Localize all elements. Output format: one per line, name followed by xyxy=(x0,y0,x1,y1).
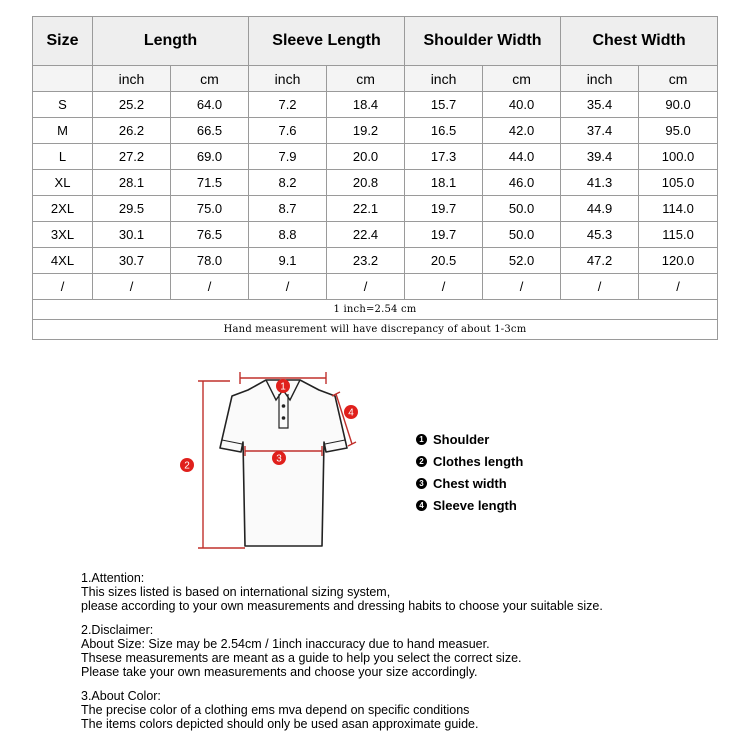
measurement-cell: 44.9 xyxy=(561,196,639,222)
table-row xyxy=(33,92,718,118)
measurement-cell: / xyxy=(249,274,327,300)
measurement-cell: 71.5 xyxy=(171,170,249,196)
measurement-cell: 22.1 xyxy=(327,196,405,222)
measurement-cell: 44.0 xyxy=(483,144,561,170)
measurement-cell: 8.7 xyxy=(249,196,327,222)
marker-3 xyxy=(272,451,286,465)
measurement-cell: 20.8 xyxy=(327,170,405,196)
unit-cell: cm xyxy=(171,66,249,92)
table-row xyxy=(33,170,718,196)
unit-cell: cm xyxy=(483,66,561,92)
size-label-cell: M xyxy=(33,118,93,144)
unit-cell: inch xyxy=(249,66,327,92)
svg-text:2: 2 xyxy=(184,460,190,472)
measurement-cell: / xyxy=(93,274,171,300)
measurement-cell: 28.1 xyxy=(93,170,171,196)
measurement-cell: 7.2 xyxy=(249,92,327,118)
size-chart-table xyxy=(32,16,718,340)
header-chest-width: Chest Width xyxy=(561,17,718,66)
measurement-cell: 8.8 xyxy=(249,222,327,248)
size-label-cell: XL xyxy=(33,170,93,196)
measurement-cell: 18.1 xyxy=(405,170,483,196)
legend-item-sleeve-length xyxy=(416,494,523,516)
header-length: Length xyxy=(93,17,249,66)
unit-blank xyxy=(33,66,93,92)
discrepancy-note: Hand measurement will have discrepancy of about 1-3cm xyxy=(33,320,718,340)
table-row xyxy=(33,274,718,300)
conversion-note: 1 inch=2.54 cm xyxy=(33,300,718,320)
section-line: Please take your own measurements and choose your size accordingly. xyxy=(81,665,478,679)
legend-item-shoulder xyxy=(416,428,523,450)
measurement-cell: 69.0 xyxy=(171,144,249,170)
unit-cell: inch xyxy=(405,66,483,92)
section-title: 2.Disclaimer: xyxy=(81,623,154,637)
header-size: Size xyxy=(33,17,93,66)
measurement-cell: 35.4 xyxy=(561,92,639,118)
disclaimer-section xyxy=(81,623,721,679)
size-label-cell: S xyxy=(33,92,93,118)
svg-text:1: 1 xyxy=(280,381,286,393)
section-line: please according to your own measurements and dressing habits to choose your suitable size. xyxy=(81,599,603,613)
measurement-cell: 7.6 xyxy=(249,118,327,144)
measurement-cell: 75.0 xyxy=(171,196,249,222)
legend-label: Clothes length xyxy=(433,453,524,469)
legend-number: 2 xyxy=(416,456,427,467)
table-row xyxy=(33,144,718,170)
measurement-legend xyxy=(416,428,523,516)
measurement-cell: 95.0 xyxy=(639,118,718,144)
measurement-cell: 40.0 xyxy=(483,92,561,118)
measurement-cell: / xyxy=(405,274,483,300)
section-title: 1.Attention: xyxy=(81,571,145,585)
measurement-cell: 19.7 xyxy=(405,196,483,222)
measurement-cell: / xyxy=(171,274,249,300)
measurement-cell: 114.0 xyxy=(639,196,718,222)
marker-2 xyxy=(180,458,194,472)
size-label-cell: L xyxy=(33,144,93,170)
polo-shirt-diagram xyxy=(170,368,370,558)
measurement-cell: / xyxy=(561,274,639,300)
table-row xyxy=(33,196,718,222)
header-shoulder-width: Shoulder Width xyxy=(405,17,561,66)
unit-cell: inch xyxy=(93,66,171,92)
measurement-cell: 50.0 xyxy=(483,196,561,222)
size-label-cell: / xyxy=(33,274,93,300)
measurement-cell: / xyxy=(327,274,405,300)
measurement-cell: 20.5 xyxy=(405,248,483,274)
table-row xyxy=(33,118,718,144)
svg-text:4: 4 xyxy=(348,407,354,419)
attention-section xyxy=(81,571,721,613)
measurement-cell: 29.5 xyxy=(93,196,171,222)
measurement-cell: 16.5 xyxy=(405,118,483,144)
unit-cell: inch xyxy=(561,66,639,92)
measurement-cell: / xyxy=(639,274,718,300)
measurement-cell: 64.0 xyxy=(171,92,249,118)
measurement-cell: 120.0 xyxy=(639,248,718,274)
legend-label: Sleeve length xyxy=(433,497,517,513)
measurement-cell: 76.5 xyxy=(171,222,249,248)
measurement-cell: 9.1 xyxy=(249,248,327,274)
measurement-cell: 15.7 xyxy=(405,92,483,118)
measurement-cell: 22.4 xyxy=(327,222,405,248)
measurement-cell: 30.1 xyxy=(93,222,171,248)
measurement-cell: 42.0 xyxy=(483,118,561,144)
size-label-cell: 3XL xyxy=(33,222,93,248)
legend-number: 1 xyxy=(416,434,427,445)
measurement-cell: 7.9 xyxy=(249,144,327,170)
unit-row xyxy=(33,66,718,92)
measurement-cell: 100.0 xyxy=(639,144,718,170)
size-notes xyxy=(81,571,721,741)
measurement-cell: 23.2 xyxy=(327,248,405,274)
section-line: The precise color of a clothing ems mva depend on specific conditions xyxy=(81,703,470,717)
measurement-cell: 78.0 xyxy=(171,248,249,274)
header-sleeve-length: Sleeve Length xyxy=(249,17,405,66)
measurement-cell: 27.2 xyxy=(93,144,171,170)
header-row xyxy=(33,17,718,66)
measurement-cell: 115.0 xyxy=(639,222,718,248)
measurement-cell: 18.4 xyxy=(327,92,405,118)
measurement-cell: 37.4 xyxy=(561,118,639,144)
measurement-cell: 30.7 xyxy=(93,248,171,274)
measurement-cell: 26.2 xyxy=(93,118,171,144)
size-label-cell: 2XL xyxy=(33,196,93,222)
legend-number: 3 xyxy=(416,478,427,489)
size-rows xyxy=(33,92,718,300)
measurement-cell: 45.3 xyxy=(561,222,639,248)
measurement-cell: 20.0 xyxy=(327,144,405,170)
legend-item-clothes-length xyxy=(416,450,523,472)
table-row xyxy=(33,222,718,248)
measurement-cell: / xyxy=(483,274,561,300)
measurement-cell: 8.2 xyxy=(249,170,327,196)
unit-cell: cm xyxy=(639,66,718,92)
section-line: About Size: Size may be 2.54cm / 1inch inaccuracy due to hand measuer. xyxy=(81,637,490,651)
measurement-cell: 19.7 xyxy=(405,222,483,248)
unit-cell: cm xyxy=(327,66,405,92)
conversion-row xyxy=(33,300,718,320)
marker-4 xyxy=(344,405,358,419)
measurement-cell: 47.2 xyxy=(561,248,639,274)
discrepancy-row xyxy=(33,320,718,340)
legend-number: 4 xyxy=(416,500,427,511)
size-label-cell: 4XL xyxy=(33,248,93,274)
section-title: 3.About Color: xyxy=(81,689,161,703)
measurement-cell: 50.0 xyxy=(483,222,561,248)
color-section xyxy=(81,689,721,731)
measurement-cell: 52.0 xyxy=(483,248,561,274)
measurement-cell: 41.3 xyxy=(561,170,639,196)
section-line: This sizes listed is based on international sizing system, xyxy=(81,585,391,599)
legend-label: Chest width xyxy=(433,475,507,491)
legend-label: Shoulder xyxy=(433,431,490,447)
svg-text:3: 3 xyxy=(276,453,282,465)
measurement-cell: 90.0 xyxy=(639,92,718,118)
measurement-cell: 105.0 xyxy=(639,170,718,196)
measurement-cell: 46.0 xyxy=(483,170,561,196)
measurement-cell: 39.4 xyxy=(561,144,639,170)
measurement-cell: 66.5 xyxy=(171,118,249,144)
shirt-measurement-illustration xyxy=(170,368,370,558)
section-line: Thsese measurements are meant as a guide to help you select the correct size. xyxy=(81,651,522,665)
measurement-cell: 19.2 xyxy=(327,118,405,144)
legend-item-chest-width xyxy=(416,472,523,494)
table-row xyxy=(33,248,718,274)
measurement-cell: 17.3 xyxy=(405,144,483,170)
measurement-cell: 25.2 xyxy=(93,92,171,118)
marker-1 xyxy=(276,379,290,393)
section-line: The items colors depicted should only be used asan approximate guide. xyxy=(81,717,479,731)
